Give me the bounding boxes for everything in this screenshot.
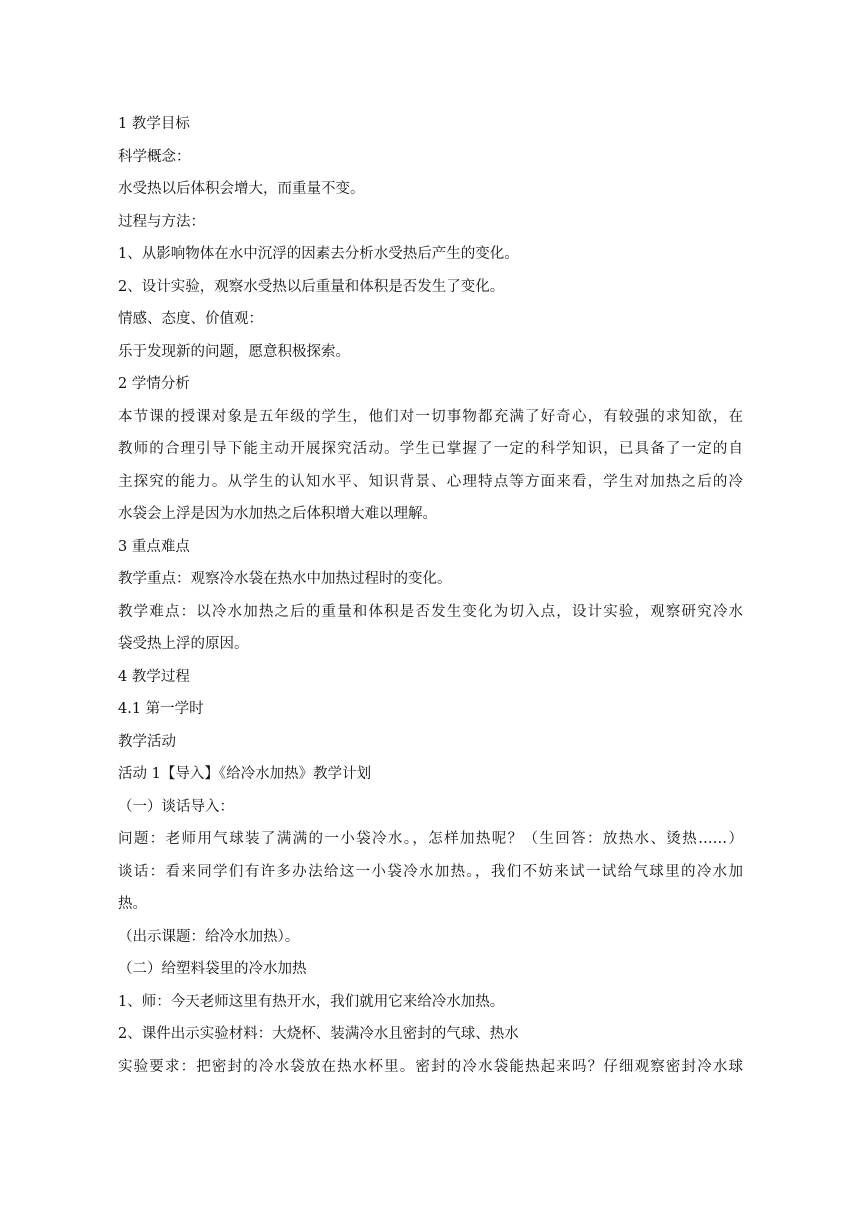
text-line: 4 教学过程 [118, 668, 190, 685]
text-line: 实验要求：把密封的冷水袋放在热水杯里。密封的冷水袋能热起来吗？仔细观察密封冷水球 [118, 1058, 743, 1075]
text-line: （二）给塑料袋里的冷水加热 [118, 961, 307, 977]
text-line: （一）谈话导入： [118, 798, 234, 815]
text-line: 热。 [118, 896, 147, 912]
text-line: 主探究的能力。从学生的认知水平、知识背景、心理特点等方面来看，学生对加热之后的冷 [118, 473, 743, 490]
text-line: 4.1 第一学时 [118, 701, 204, 717]
text-line: 教学活动 [118, 733, 176, 750]
text-line: 2 学情分析 [118, 376, 190, 392]
text-line: 教学重点：观察冷水袋在热水中加热过程时的变化。 [118, 571, 452, 587]
text-line: 1、师：今天老师这里有热开水，我们就用它来给冷水加热。 [118, 993, 505, 1010]
text-line: 谈话：看来同学们有许多办法给这一小袋冷水加热。，我们不妨来试一试给气球里的冷水加 [118, 863, 743, 880]
text-line: 教师的合理引导下能主动开展探究活动。学生已掌握了一定的科学知识，已具备了一定的自 [118, 441, 743, 457]
text-line: 过程与方法： [118, 213, 205, 230]
text-line: （出示课题：给冷水加热）。 [118, 928, 300, 945]
document-body [118, 108, 743, 1083]
text-line: 1 教学目标 [118, 116, 190, 132]
text-line: 2、设计实验，观察水受热以后重量和体积是否发生了变化。 [118, 278, 505, 295]
text-line: 情感、态度、价值观： [118, 311, 263, 327]
text-line: 本节课的授课对象是五年级的学生，他们对一切事物都充满了好奇心，有较强的求知欲，在 [118, 408, 743, 425]
text-line: 科学概念： [118, 148, 191, 165]
text-line: 教学难点：以冷水加热之后的重量和体积是否发生变化为切入点，设计实验，观察研究冷水 [118, 603, 743, 620]
text-line: 1、从影响物体在水中沉浮的因素去分析水受热后产生的变化。 [118, 246, 519, 262]
text-line: 2、课件出示实验材料：大烧杯、装满冷水且密封的气球、热水 [118, 1026, 519, 1042]
text-line: 水袋会上浮是因为水加热之后体积增大难以理解。 [118, 506, 437, 522]
text-line: 问题：老师用气球装了满满的一小袋冷水。，怎样加热呢？（生回答：放热水、烫热……） [118, 831, 743, 847]
text-line: 袋受热上浮的原因。 [118, 636, 249, 652]
text-line: 活动 1【导入】《给冷水加热》教学计划 [118, 766, 372, 782]
text-line: 3 重点难点 [118, 538, 190, 555]
text-line: 乐于发现新的问题，愿意积极探索。 [118, 343, 350, 360]
text-line: 水受热以后体积会增大，而重量不变。 [118, 181, 365, 197]
